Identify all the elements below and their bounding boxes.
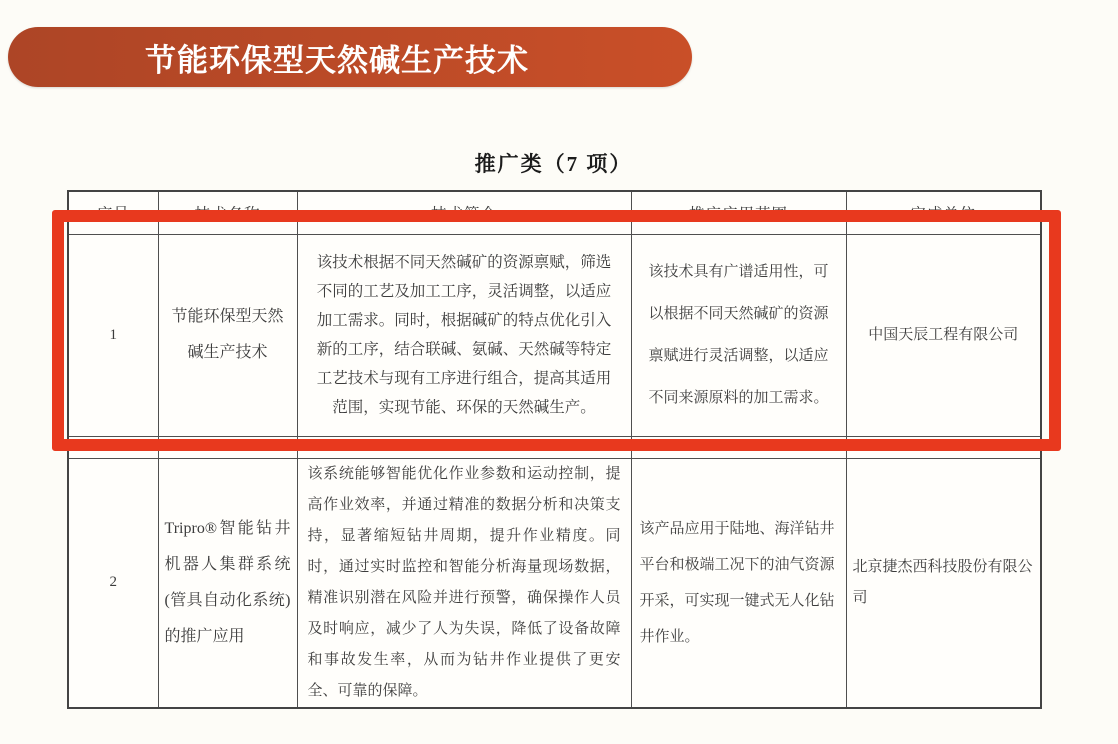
row1-scope: 该技术具有广谱适用性，可以根据不同天然碱矿的资源禀赋进行灵活调整，以适应不同来源原料的加工需求。 xyxy=(631,234,846,436)
row1-intro: 该技术根据不同天然碱矿的资源禀赋，筛选不同的工艺及加工工序，灵活调整，以适应加工需求。同时，根据碱矿的特点优化引入新的工序，结合联碱、氨碱、天然碱等特定工艺技术与现有工序进行组合，提高其适用范围，实现节能、环保的天然碱生产。 xyxy=(297,234,631,436)
header-no: 序号 xyxy=(68,191,158,234)
spacer-row xyxy=(68,436,1041,458)
row1-unit: 中国天辰工程有限公司 xyxy=(846,234,1041,436)
row2-no: 2 xyxy=(68,458,158,708)
row1-name: 节能环保型天然碱生产技术 xyxy=(158,234,297,436)
promotion-table xyxy=(67,190,1042,709)
row2-unit: 北京捷杰西科技股份有限公司 xyxy=(846,458,1041,708)
section-title: 推广类（7 项） xyxy=(474,152,633,176)
row2-intro: 该系统能够智能优化作业参数和运动控制，提高作业效率，并通过精准的数据分析和决策支持，显著缩短钻井周期，提升作业精度。同时，通过实时监控和智能分析海量现场数据，精准识别潜在风险并进行预警，确保操作人员及时响应，减少了人为失误，降低了设备故障和事故发生率，从而为钻井作业提供了更安全、可靠的保障。 xyxy=(297,458,631,708)
table-row xyxy=(68,234,1041,436)
row2-name: Tripro®智能钻井机器人集群系统(管具自动化系统)的推广应用 xyxy=(158,458,297,708)
header-name: 技术名称 xyxy=(158,191,297,234)
header-intro: 技术简介 xyxy=(297,191,631,234)
row1-no: 1 xyxy=(68,234,158,436)
table-row xyxy=(68,458,1041,708)
headline-banner xyxy=(8,27,692,87)
table-header-row xyxy=(68,191,1041,234)
row2-scope: 该产品应用于陆地、海洋钻井平台和极端工况下的油气资源开采，可实现一键式无人化钻井作业。 xyxy=(631,458,846,708)
headline-title: 节能环保型天然碱生产技术 xyxy=(145,42,529,78)
header-unit: 完成单位 xyxy=(846,191,1041,234)
header-scope: 推广应用范围 xyxy=(631,191,846,234)
